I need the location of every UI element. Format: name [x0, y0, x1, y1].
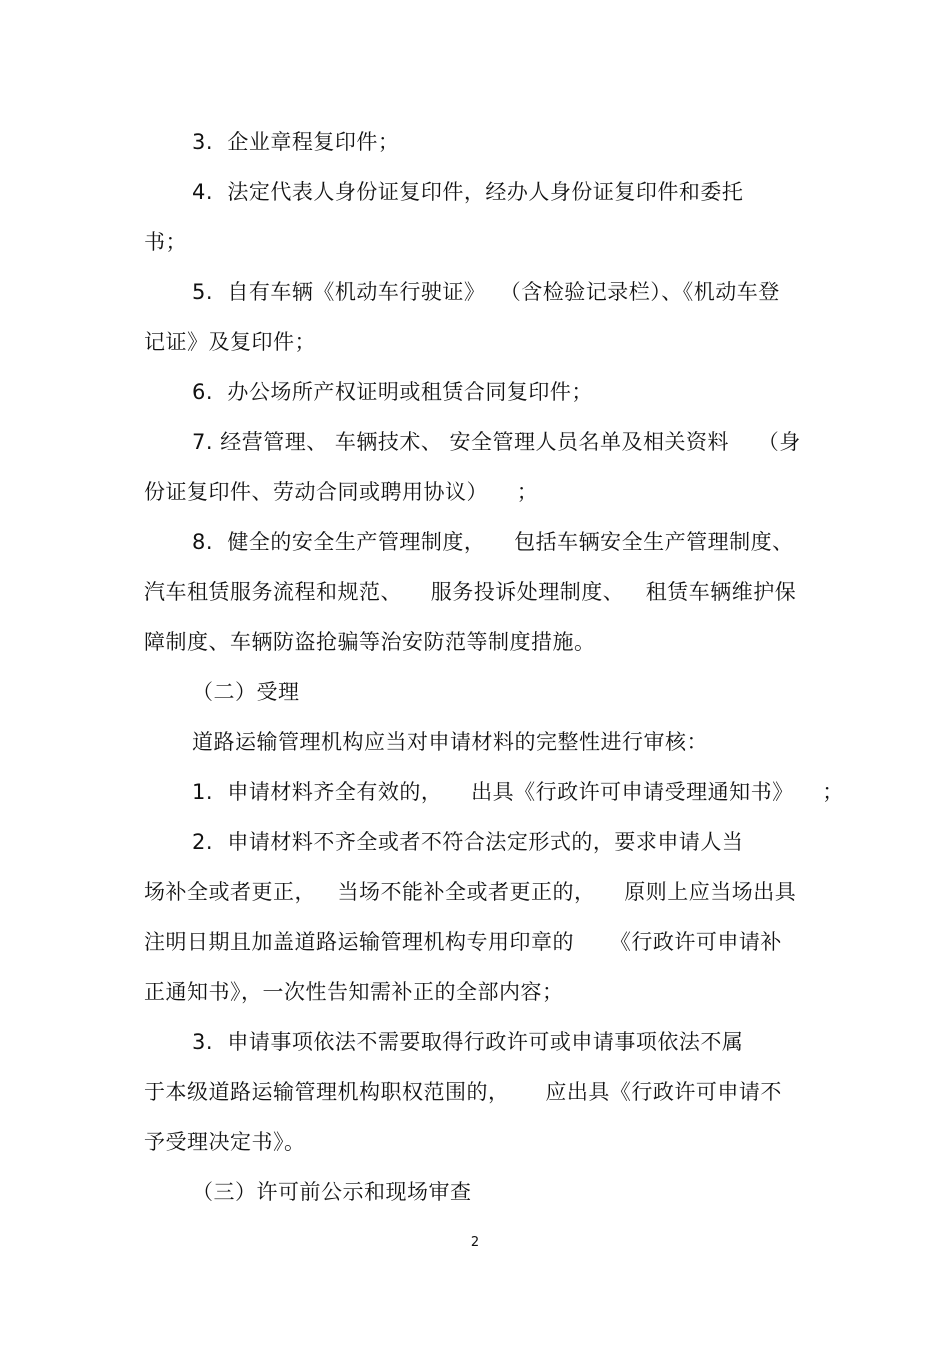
text-line: 汽车租赁服务流程和规范、 服务投诉处理制度、 租赁车辆维护保 [144, 580, 797, 604]
section-heading: （三）许可前公示和现场审查 [192, 1180, 472, 1204]
text-line: 5. 自有车辆《机动车行驶证》 （含检验记录栏）、《机动车登 [192, 280, 780, 304]
section-heading: （二）受理 [192, 680, 300, 704]
text-line: 场补全或者更正， 当场不能补全或者更正的， 原则上应当场出具 [144, 880, 797, 904]
text-line: 予受理决定书》。 [144, 1130, 306, 1154]
text-line: 障制度、车辆防盗抢骗等治安防范等制度措施。 [144, 630, 596, 654]
text-line: 注明日期且加盖道路运输管理机构专用印章的 《行政许可申请补 [144, 930, 782, 954]
text-line: 正通知书》，一次性告知需补正的全部内容； [144, 980, 564, 1004]
text-line: 6. 办公场所产权证明或租赁合同复印件； [192, 380, 593, 404]
text-line: 份证复印件、劳动合同或聘用协议） ； [144, 480, 539, 504]
text-line: 记证》及复印件； [144, 330, 316, 354]
text-line: 3. 申请事项依法不需要取得行政许可或申请事项依法不属 [192, 1030, 744, 1054]
text-line: 于本级道路运输管理机构职权范围的， 应出具《行政许可申请不 [144, 1080, 782, 1104]
text-line: 道路运输管理机构应当对申请材料的完整性进行审核： [192, 730, 708, 754]
text-line: 1. 申请材料齐全有效的， 出具《行政许可申请受理通知书》 ； [192, 780, 844, 804]
text-line: 3. 企业章程复印件； [192, 130, 400, 154]
text-line: 2. 申请材料不齐全或者不符合法定形式的，要求申请人当 [192, 830, 744, 854]
text-line: 4. 法定代表人身份证复印件，经办人身份证复印件和委托 [192, 180, 744, 204]
text-line: 书； [144, 230, 187, 254]
text-line: 8. 健全的安全生产管理制度， 包括车辆安全生产管理制度、 [192, 530, 794, 554]
text-line: 7. 经营管理、 车辆技术、 安全管理人员名单及相关资料 （身 [192, 430, 801, 454]
page-number: 2 [470, 1235, 480, 1250]
